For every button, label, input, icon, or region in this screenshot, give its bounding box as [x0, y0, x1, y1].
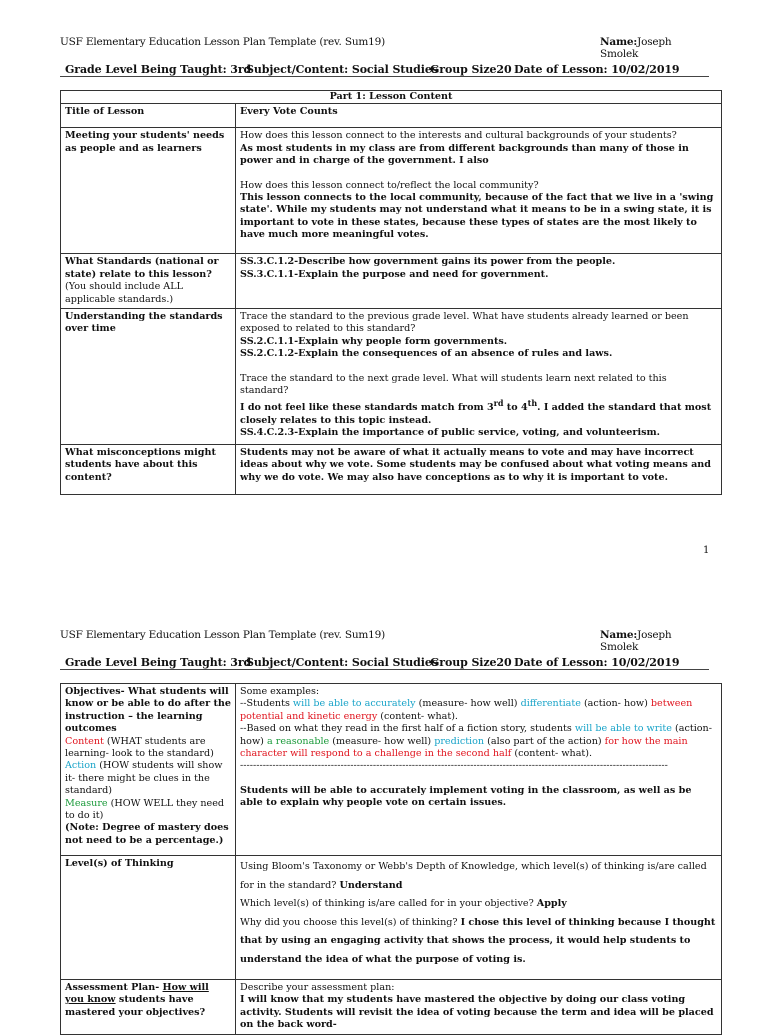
- level-question-3: [240, 914, 717, 970]
- hint-text: (HOW students will show it- there might be clues in the standard): [65, 760, 223, 797]
- title-value: Every Vote Counts: [236, 104, 722, 128]
- part-title: Part 1: Lesson Content: [61, 91, 722, 104]
- example-text: --Based on what they read in the first half of a fiction story, students: [240, 723, 575, 735]
- examples-title: Some examples:: [240, 686, 320, 697]
- standards-note: (You should include ALL applicable standards.): [65, 281, 183, 305]
- objectives-table: [60, 683, 722, 1035]
- level-question-1: [240, 858, 717, 895]
- objectives-cell: [236, 684, 722, 856]
- table-row: [61, 254, 722, 309]
- lesson-date: Date of Lesson: 10/02/2019: [514, 656, 680, 669]
- header-divider: [60, 76, 709, 77]
- meeting-needs-label: Meeting your students' needs as people and as learners: [61, 128, 236, 254]
- level-answer: I chose this level of thinking because I thought that by using an engaging activity that shows the process, it would help students to understand the idea of what the purpose of voting is.: [240, 916, 716, 965]
- next-answer-text: I do not feel like these standards match from 3: [240, 402, 494, 414]
- objectives-answer: Students will be able to accurately implement voting in the classroom, as well as be able to explain why people vote on certain issues.: [240, 784, 692, 809]
- table-row: [61, 104, 722, 128]
- objectives-content-hint: [65, 736, 231, 761]
- example-text: (action- how): [240, 723, 712, 747]
- example-text: (measure- how well): [329, 735, 435, 747]
- part-title-row: [61, 91, 722, 104]
- table-row: [61, 980, 722, 1035]
- standards-label: What Standards (national or state) relate to this lesson?: [65, 256, 219, 280]
- next-grade-question: Trace the standard to the next grade level. What will students learn next related to this standard?: [240, 372, 667, 397]
- standards-label-cell: [61, 254, 236, 309]
- objectives-label-cell: [61, 684, 236, 856]
- subject-content: Subject/Content: Social Studies: [246, 656, 438, 669]
- objectives-measure-hint: [65, 798, 231, 823]
- objectives-action-hint: [65, 760, 231, 797]
- table-row: [61, 856, 722, 980]
- assessment-label: [61, 980, 236, 1035]
- assessment-label-text: students have mastered your objectives?: [65, 994, 206, 1018]
- table-row: [61, 445, 722, 495]
- example-text: --Students: [240, 698, 293, 710]
- dashed-separator: ------------------------------------------------------------------------------------------------------------------------------------: [240, 760, 668, 772]
- hint-text: (WHAT students are learning- look to the standard): [65, 735, 214, 760]
- standards-over-time-label: Understanding the standards over time: [61, 309, 236, 445]
- superscript: th: [527, 398, 538, 409]
- levels-of-thinking-cell: [236, 856, 722, 980]
- name-value: Joseph Smolek: [600, 629, 672, 653]
- standards-cell: [236, 254, 722, 309]
- grade-level: Grade Level Being Taught: 3rd: [65, 63, 252, 76]
- header-divider: [60, 669, 709, 670]
- misconceptions-value: Students may not be aware of what it actually means to vote and may have incorrect ideas about why we vote. Some students may be confused about what voting means and why we do vote. We may also have conceptions as to why it is important to vote.: [236, 445, 722, 495]
- level-question: Using Bloom's Taxonomy or Webb's Depth of Knowledge, which level(s) of thinking is/are called for in the standard?: [240, 861, 707, 891]
- assessment-cell: [236, 980, 722, 1035]
- meeting-needs-cell: [236, 128, 722, 254]
- meeting-question-2: How does this lesson connect to/reflect the local community?: [240, 179, 539, 191]
- subject-content: Subject/Content: Social Studies: [246, 63, 438, 76]
- level-answer: Apply: [536, 898, 567, 910]
- level-question-2: [240, 895, 717, 914]
- example-text: a reasonable: [266, 735, 330, 747]
- example-text: (measure- how well): [415, 698, 521, 710]
- group-size: Group Size20: [430, 63, 512, 76]
- next-grade-answer: [240, 397, 717, 427]
- meeting-question-1: How does this lesson connect to the interests and cultural backgrounds of your students?: [240, 130, 677, 142]
- standard-item: SS.3.C.1.1-Explain the purpose and need for government.: [240, 268, 549, 280]
- objectives-note: (Note: Degree of mastery does not need to be a percentage.): [65, 822, 229, 846]
- level-question: Which level(s) of thinking is/are called for in your objective?: [240, 898, 537, 910]
- hint-text: (HOW WELL they need to do it): [65, 797, 225, 822]
- example-text: prediction: [434, 735, 485, 747]
- example-text: (content- what).: [511, 748, 593, 760]
- superscript: rd: [493, 398, 504, 409]
- example-text: (content- what).: [377, 710, 458, 722]
- author-name: [600, 36, 708, 60]
- grade-level: Grade Level Being Taught: 3rd: [65, 656, 252, 669]
- group-size: Group Size20: [430, 656, 512, 669]
- name-value: Joseph Smolek: [600, 36, 672, 60]
- standard-item: SS.3.C.1.2-Describe how government gains its power from the people.: [240, 256, 616, 268]
- page-number: 1: [703, 545, 710, 556]
- misconceptions-label: What misconceptions might students have about this content?: [61, 445, 236, 495]
- next-standard: SS.4.C.2.3-Explain the importance of public service, voting, and volunteerism.: [240, 427, 660, 439]
- example-text: differentiate: [520, 698, 581, 710]
- page-2: [0, 590, 768, 1031]
- assessment-answer: I will know that my students have mastered the objective by doing our class voting activity. Students will revisit the idea of voting because the term and idea will be placed on the back word-: [240, 994, 714, 1031]
- content-word: Content: [65, 735, 104, 747]
- name-label: Name:: [600, 629, 638, 641]
- action-word: Action: [65, 760, 97, 772]
- lesson-content-table: [60, 90, 722, 495]
- meeting-answer-2: This lesson connects to the local community, because of the fact that we live in a 'swing state'. While my students may not understand what it means to be in a swing state, it is important to vote in these states, because these types of states are the most likely to have much more meaningful votes.: [240, 192, 714, 241]
- example-text: between potential and kinetic energy: [240, 698, 693, 722]
- template-title: USF Elementary Education Lesson Plan Template (rev. Sum19): [60, 36, 385, 48]
- assessment-label-underlined: How will you know: [65, 982, 209, 1006]
- name-label: Name:: [600, 36, 638, 48]
- standards-over-time-cell: [236, 309, 722, 445]
- example-text: will be able to write: [574, 723, 672, 735]
- level-question: Why did you choose this level(s) of thinking?: [240, 916, 461, 928]
- levels-of-thinking-label: Level(s) of Thinking: [61, 856, 236, 980]
- next-answer-text: . I added the standard that most closely relates to this topic instead.: [240, 402, 712, 427]
- example-text: for how the main character will respond to a challenge in the second half: [240, 735, 688, 760]
- previous-standard: SS.2.C.1.2-Explain the consequences of an absence of rules and laws.: [240, 348, 613, 360]
- level-answer: Understand: [339, 879, 403, 891]
- example-text: will be able to accurately: [292, 698, 416, 710]
- next-answer-text: to 4: [503, 402, 528, 414]
- author-name: [600, 629, 708, 653]
- objectives-label: Objectives- What students will know or be able to do after the instruction – the learning outcomes: [65, 686, 231, 735]
- table-row: [61, 128, 722, 254]
- table-row: [61, 309, 722, 445]
- table-row: [61, 684, 722, 856]
- measure-word: Measure: [65, 797, 108, 809]
- meeting-answer-1: As most students in my class are from different backgrounds than many of those in power and in charge of the government. I also: [240, 142, 689, 167]
- example-2: [240, 723, 717, 760]
- example-text: (also part of the action): [484, 735, 605, 747]
- lesson-date: Date of Lesson: 10/02/2019: [514, 63, 680, 76]
- assessment-question: Describe your assessment plan:: [240, 982, 395, 993]
- title-label: Title of Lesson: [61, 104, 236, 128]
- previous-grade-question: Trace the standard to the previous grade level. What have students already learned or been exposed to related to this standard?: [240, 311, 689, 335]
- previous-standard: SS.2.C.1.1-Explain why people form governments.: [240, 335, 508, 347]
- assessment-label-text: Assessment Plan-: [65, 982, 163, 993]
- example-1: [240, 698, 717, 723]
- example-text: (action- how): [580, 698, 651, 710]
- template-title: USF Elementary Education Lesson Plan Template (rev. Sum19): [60, 629, 385, 641]
